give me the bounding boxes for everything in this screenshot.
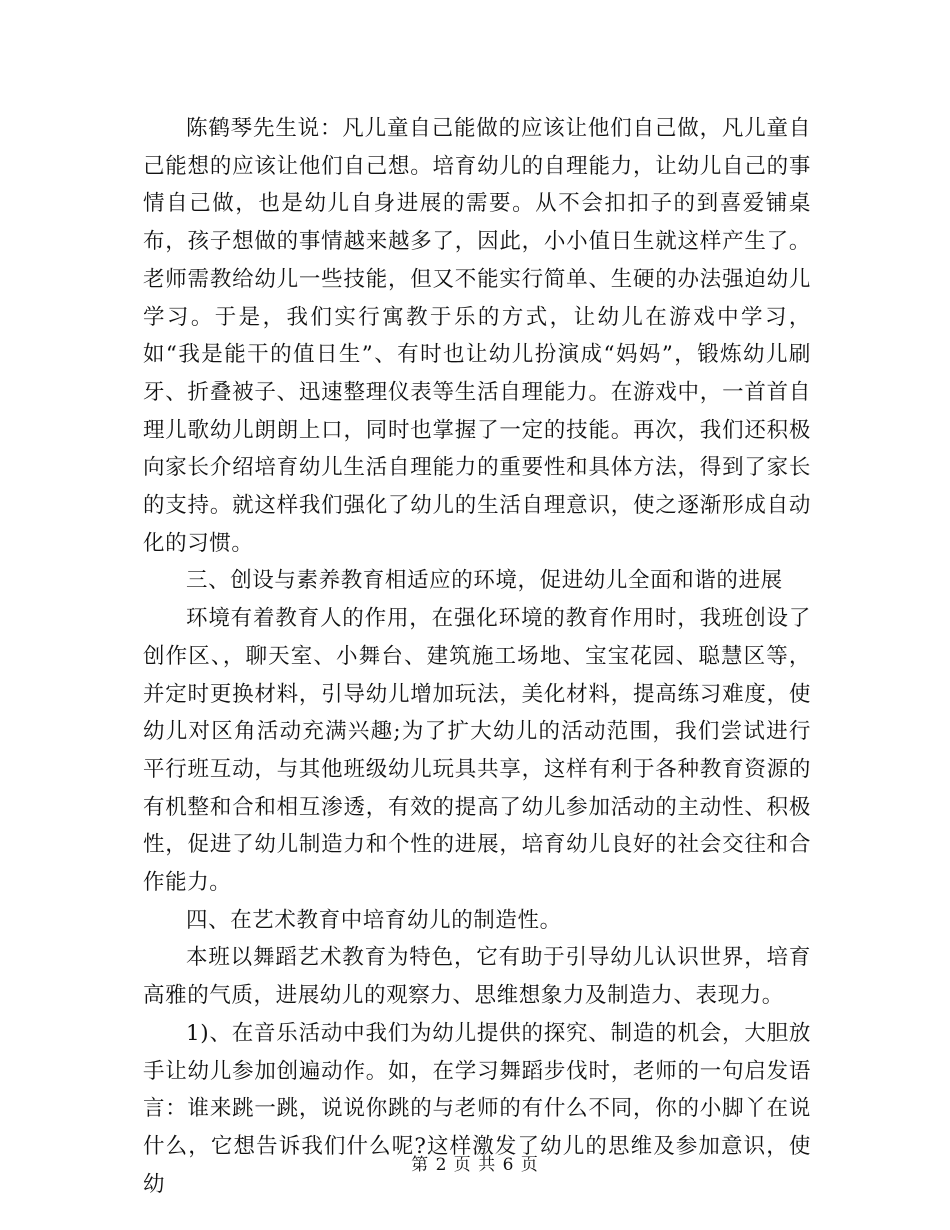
page-number-footer: 第 2 页 共 6 页 bbox=[411, 1155, 539, 1175]
section-heading-environment: 三、创设与素养教育相适应的环境，促进幼儿全面和谐的进展 bbox=[186, 568, 783, 594]
paragraph-environment: 环境有着教育人的作用，在强化环境的教育作用时，我班创设了创作区、，聊天室、小舞台、建筑施工场地、宝宝花园、聪慧区等，并定时更换材料，引导幼儿增加玩法，美化材料，提高练习难度，使幼儿对区角活动充满兴趣;为了扩大幼儿的活动范围，我们尝试进行平行班互动，与其他班级幼儿玩具共享，这样有利于各种教育资源的有机整和合和相互渗透，有效的提高了幼儿参加活动的主动性、积极性，促进了幼儿制造力和个性的进展，培育幼儿良好的社会交往和合作能力。 bbox=[143, 606, 811, 896]
document-page bbox=[143, 110, 811, 1203]
paragraph-dance-feature: 本班以舞蹈艺术教育为特色，它有助于引导幼儿认识世界，培育高雅的气质，进展幼儿的观察力、思维想象力及制造力、表现力。 bbox=[143, 945, 811, 1009]
paragraph-self-care: 陈鹤琴先生说：凡儿童自己能做的应该让他们自己做，凡儿童自己能想的应该让他们自己想。培育幼儿的自理能力，让幼儿自己的事情自己做，也是幼儿自身进展的需要。从不会扣扣子的到喜爱铺桌布，孩子想做的事情越来越多了，因此，小小值日生就这样产生了。老师需教给幼儿一些技能，但又不能实行简单、生硬的办法强迫幼儿学习。于是，我们实行寓教于乐的方式，让幼儿在游戏中学习，如“我是能干的值日生”、有时也让幼儿扮演成“妈妈”，锻炼幼儿刷牙、折叠被子、迅速整理仪表等生活自理能力。在游戏中，一首首自理儿歌幼儿朗朗上口，同时也掌握了一定的技能。再次，我们还积极向家长介绍培育幼儿生活自理能力的重要性和具体方法，得到了家长的支持。就这样我们强化了幼儿的生活自理意识，使之逐渐形成自动化的习惯。 bbox=[143, 116, 811, 556]
section-heading-art-education: 四、在艺术教育中培育幼儿的制造性。 bbox=[186, 907, 562, 933]
paragraph-music-activity: 1)、在音乐活动中我们为幼儿提供的探究、制造的机会，大胆放手让幼儿参加创遍动作。如，在学习舞蹈步伐时，老师的一句启发语言：谁来跳一跳，说说你跳的与老师的有什么不同，你的小脚丫在说什么，它想告诉我们什么呢?这样激发了幼儿的思维及参加意识，使幼 bbox=[143, 1020, 811, 1197]
